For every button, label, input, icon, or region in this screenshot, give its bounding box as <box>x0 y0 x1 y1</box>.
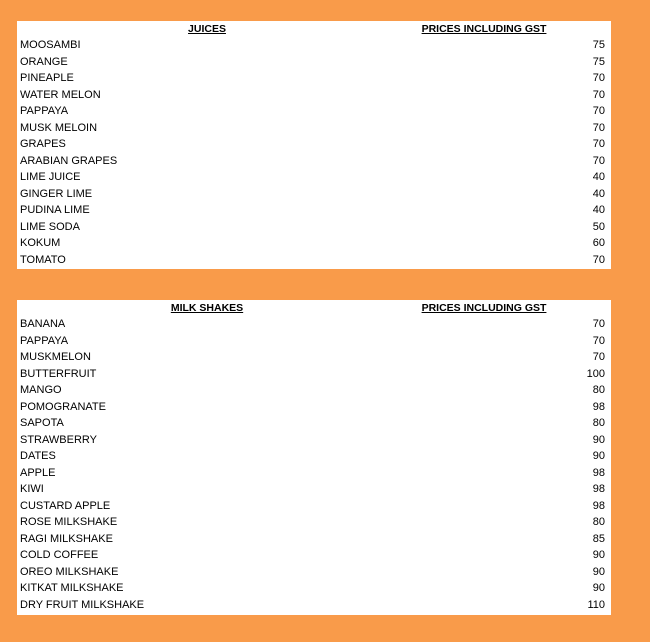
milk-shakes-header-row <box>17 300 611 316</box>
juices-header-row <box>17 21 611 37</box>
item-price: 98 <box>592 483 605 495</box>
item-price: 110 <box>587 598 605 611</box>
item-name: PAPPAYA <box>20 105 69 117</box>
item-price: 70 <box>592 88 605 101</box>
item-price: 98 <box>592 499 605 512</box>
juices-menu-card <box>17 21 611 269</box>
item-name: GINGER LIME <box>20 187 93 200</box>
item-name: ARABIAN GRAPES <box>20 154 118 167</box>
item-price: 70 <box>592 334 605 347</box>
shake-row <box>17 514 611 531</box>
shake-row <box>17 349 611 366</box>
item-price: 40 <box>592 187 605 200</box>
juice-row <box>17 235 611 252</box>
item-name: OREO MILKSHAKE <box>20 565 119 578</box>
item-price: 80 <box>592 417 605 429</box>
item-price: 50 <box>592 220 605 233</box>
item-price: 75 <box>592 39 605 51</box>
milk-shakes-list <box>17 316 611 613</box>
shake-row <box>17 448 611 465</box>
juice-row <box>17 103 611 120</box>
milk-shakes-price-header: PRICES INCLUDING GST <box>421 302 547 314</box>
item-price: 70 <box>592 253 605 266</box>
item-name: SAPOTA <box>20 417 64 429</box>
juice-row <box>17 37 611 54</box>
juice-row <box>17 153 611 170</box>
item-price: 70 <box>592 318 605 330</box>
shake-row <box>17 382 611 399</box>
item-name: MOOSAMBI <box>20 39 81 51</box>
shake-row <box>17 564 611 581</box>
shake-row <box>17 481 611 498</box>
item-name: KOKUM <box>20 237 61 249</box>
item-price: 60 <box>592 237 605 249</box>
shake-row <box>17 333 611 350</box>
item-name: MUSK MELOIN <box>20 121 98 134</box>
item-price: 80 <box>592 384 605 396</box>
item-price: 70 <box>592 72 605 84</box>
juice-row <box>17 136 611 153</box>
item-name: RAGI MILKSHAKE <box>20 532 113 545</box>
item-name: APPLE <box>20 466 56 479</box>
juices-price-header: PRICES INCLUDING GST <box>421 23 547 35</box>
item-name: TOMATO <box>20 253 66 266</box>
juice-row <box>17 202 611 219</box>
juice-row <box>17 252 611 269</box>
shake-row <box>17 465 611 482</box>
item-price: 75 <box>592 55 605 68</box>
item-price: 70 <box>592 154 605 167</box>
shake-row <box>17 498 611 515</box>
item-name: MUSKMELON <box>20 351 91 363</box>
item-name: DATES <box>20 450 56 462</box>
juice-row <box>17 54 611 71</box>
item-name: LIME JUICE <box>20 171 81 183</box>
item-price: 80 <box>592 516 605 528</box>
item-name: PINEAPLE <box>20 72 74 84</box>
item-price: 90 <box>592 549 605 561</box>
item-price: 90 <box>592 582 605 594</box>
item-name: BUTTERFRUIT <box>20 367 97 380</box>
item-name: GRAPES <box>20 138 66 150</box>
item-name: STRAWBERRY <box>20 433 98 446</box>
item-name: POMOGRANATE <box>20 400 106 413</box>
juice-row <box>17 87 611 104</box>
item-name: WATER MELON <box>20 88 101 101</box>
item-price: 98 <box>592 466 605 479</box>
item-name: ROSE MILKSHAKE <box>20 516 118 528</box>
item-price: 70 <box>592 121 605 134</box>
item-price: 70 <box>592 351 605 363</box>
shake-row <box>17 580 611 597</box>
item-name: MANGO <box>20 384 62 396</box>
item-name: PAPPAYA <box>20 334 69 347</box>
item-price: 90 <box>592 433 605 446</box>
item-name: LIME SODA <box>20 220 80 233</box>
juice-row <box>17 186 611 203</box>
milk-shakes-category-header: MILK SHAKES <box>170 302 244 314</box>
item-price: 100 <box>586 367 605 380</box>
shake-row <box>17 597 611 614</box>
shake-row <box>17 316 611 333</box>
item-price: 85 <box>592 532 605 545</box>
item-name: CUSTARD APPLE <box>20 499 111 512</box>
item-name: KIWI <box>20 483 44 495</box>
juice-row <box>17 169 611 186</box>
item-price: 98 <box>592 400 605 413</box>
item-name: DRY FRUIT MILKSHAKE <box>20 598 145 611</box>
shake-row <box>17 531 611 548</box>
shake-row <box>17 547 611 564</box>
item-price: 70 <box>592 105 605 117</box>
item-price: 70 <box>592 138 605 150</box>
item-name: PUDINA LIME <box>20 204 90 216</box>
juice-row <box>17 219 611 236</box>
item-name: ORANGE <box>20 55 68 68</box>
milk-shakes-menu-card <box>17 300 611 615</box>
item-name: KITKAT MILKSHAKE <box>20 582 124 594</box>
juices-list <box>17 37 611 268</box>
shake-row <box>17 432 611 449</box>
juice-row <box>17 70 611 87</box>
shake-row <box>17 415 611 432</box>
juices-category-header: JUICES <box>188 23 226 35</box>
shake-row <box>17 366 611 383</box>
item-name: BANANA <box>20 318 66 330</box>
juice-row <box>17 120 611 137</box>
item-price: 90 <box>592 565 605 578</box>
shake-row <box>17 399 611 416</box>
item-name: COLD COFFEE <box>20 549 99 561</box>
item-price: 40 <box>592 204 605 216</box>
item-price: 40 <box>592 171 605 183</box>
item-price: 90 <box>592 450 605 462</box>
